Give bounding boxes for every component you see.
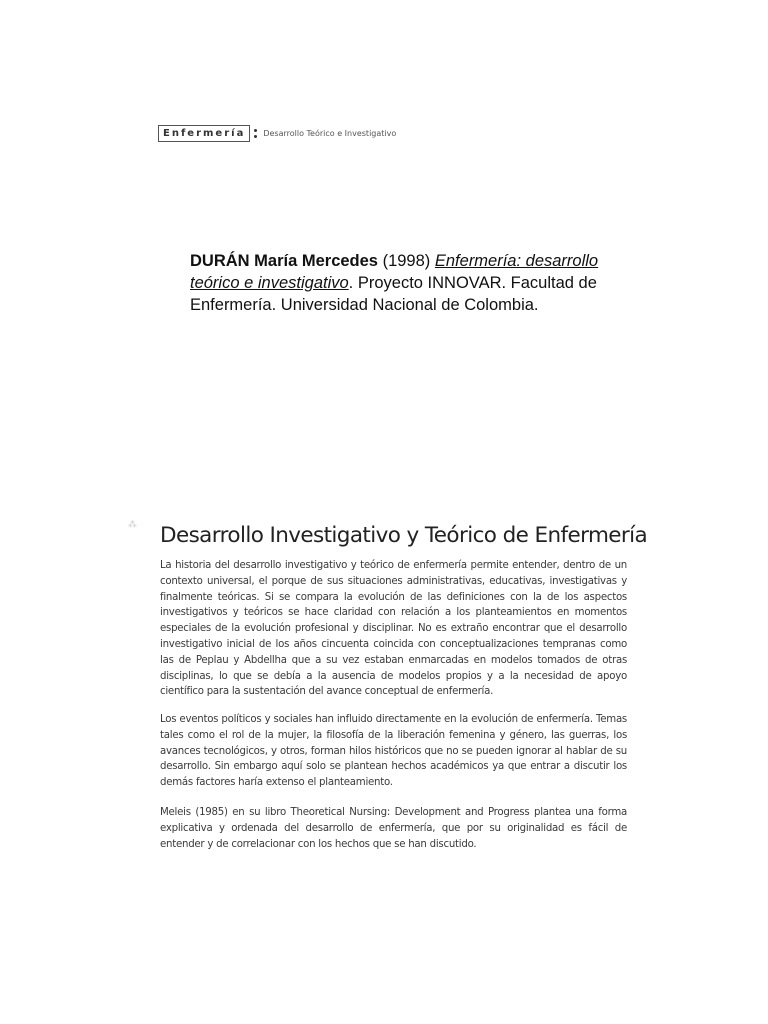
citation-author: DURÁN María Mercedes — [190, 252, 378, 270]
scan-mark: ⁂ — [128, 520, 137, 530]
citation-year: (1998) — [382, 252, 431, 270]
running-header — [158, 125, 396, 142]
bibliographic-citation — [190, 250, 640, 316]
article-paragraph: La historia del desarrollo investigativo y teórico de enfermería permite entender, dentro de un contexto universal, el porque de sus situaciones administrativas, educativas, investigativas y finalmente teóricas. Si se compara la evolución de las definiciones con la de los aspectos investigativos y teóricos se hace claridad con relación a los planteamientos en momentos especiales de la evolución profesional y disciplinar. No es extraño encontrar que el desarrollo investigativo inicial de los años cincuenta coincida con conceptualizaciones tempranas como las de Peplau y Abdellha que a su vez estaban enmarcadas en modelos tomados de otras disciplinas, lo que se debía a la ausencia de modelos propios y a la necesidad de apoyo científico para la sustentación del avance conceptual de enfermería. — [160, 560, 627, 698]
colon-ornament-icon — [254, 129, 257, 138]
article-paragraph: Meleis (1985) en su libro Theoretical Nursing: Development and Progress plantea una forma explicativa y ordenada del desarrollo de enfermería, que por su originalidad es fácil de entender y de correlacionar con los hechos que se han discutido. — [160, 807, 627, 850]
article-paragraph: Los eventos políticos y sociales han influido directamente en la evolución de enfermería. Temas tales como el rol de la mujer, la filosofía de la liberación femenina y género, las guerras, los avances tecnológicos, y otros, forman hilos históricos que no se pueden ignorar al hablar de su desarrollo. Sin embargo aquí solo se plantean hechos académicos ya que entrar a discutir los demás factores haría extenso el planteamiento. — [160, 714, 627, 789]
citation-work-title: Enfermería: desarrollo teórico e investigativo — [190, 252, 599, 292]
article-title: Desarrollo Investigativo y Teórico de Enfermería — [160, 523, 648, 548]
journal-brand: Enfermería — [158, 125, 250, 142]
running-header-subtitle: Desarrollo Teórico e Investigativo — [263, 129, 397, 138]
citation-publisher: . Proyecto INNOVAR. Facultad de Enfermería. Universidad Nacional de Colombia. — [190, 274, 597, 314]
